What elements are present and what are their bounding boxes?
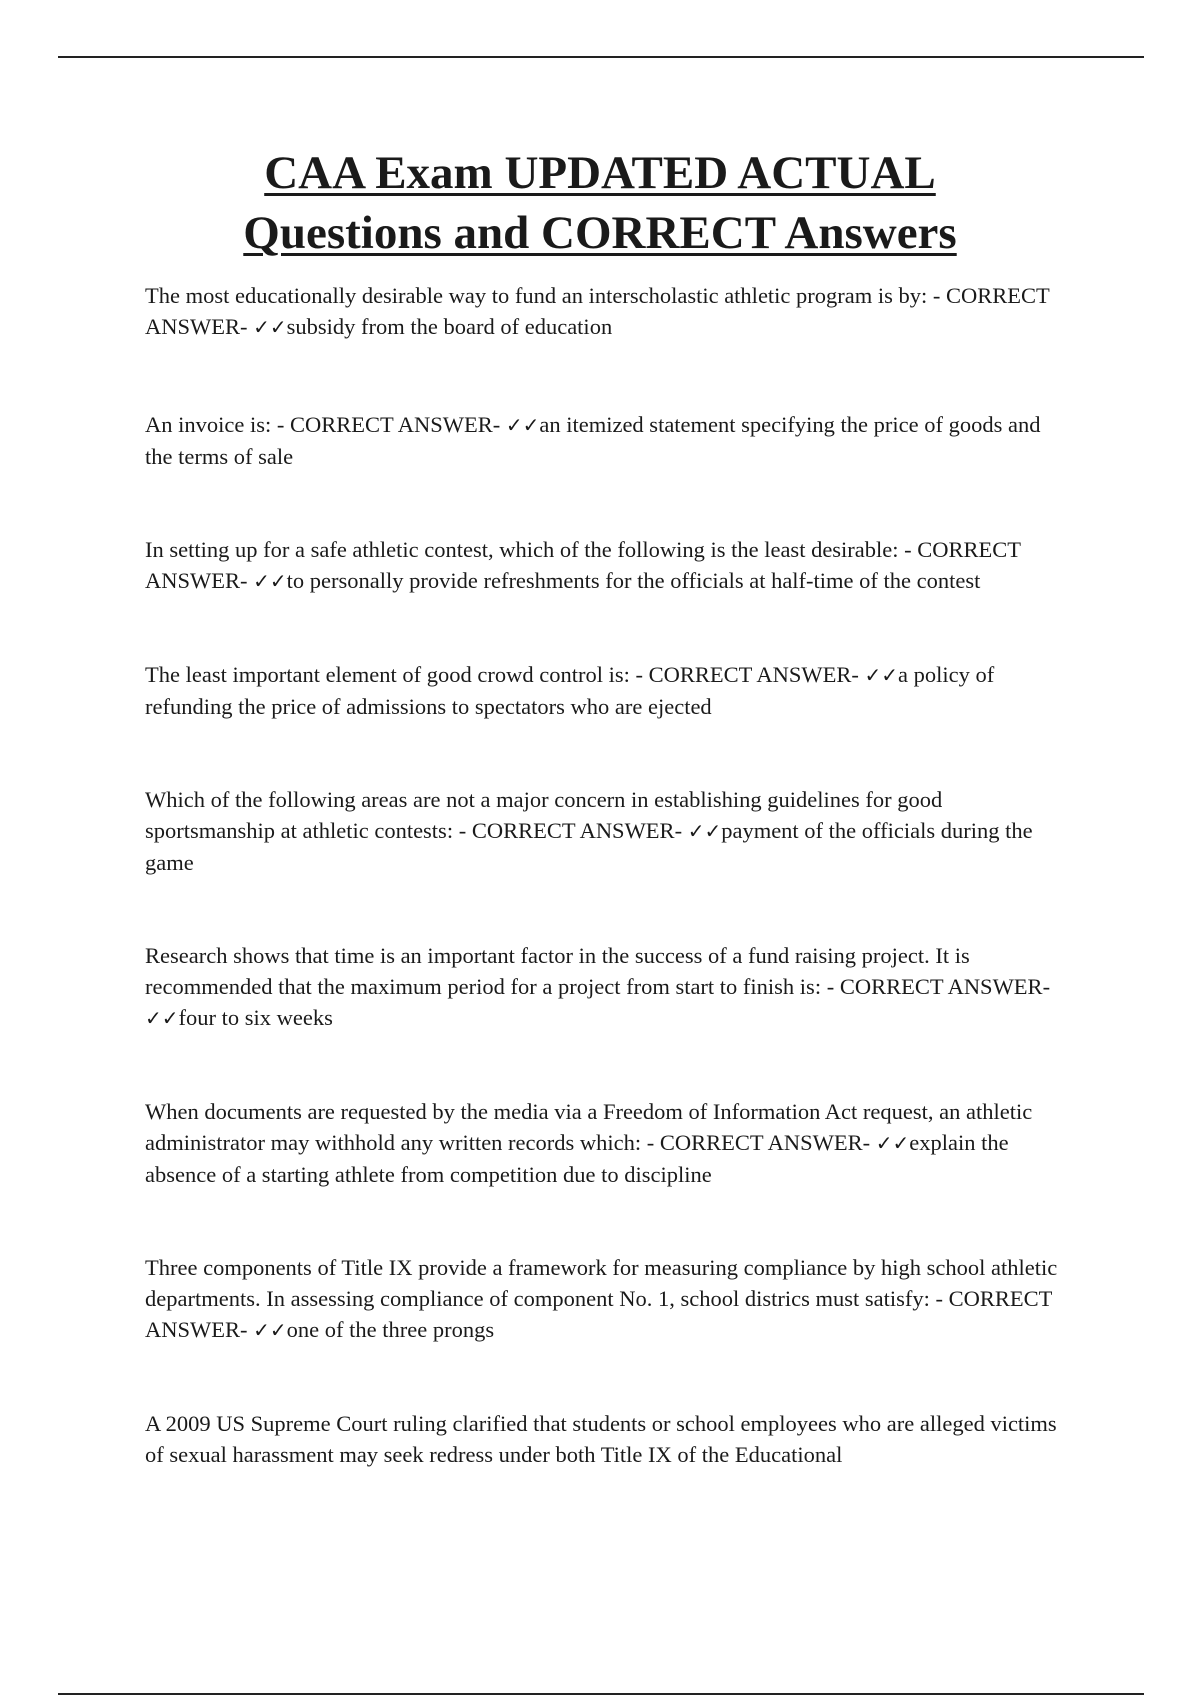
top-rule	[58, 56, 1144, 58]
question-text: An invoice is:	[145, 412, 272, 437]
document-title	[100, 143, 1100, 263]
check-mark-icon: ✓✓	[875, 1131, 910, 1155]
check-mark-icon: ✓✓	[253, 1318, 287, 1342]
check-mark-icon: ✓✓	[505, 413, 540, 437]
question-text: In setting up for a safe athletic contest, which of the following is the least desirable:	[145, 537, 899, 562]
qa-item	[145, 784, 1065, 878]
answer-text: explain the absence of a starting athlete from competition due to discipline	[145, 1130, 1009, 1187]
check-mark-icon: ✓✓	[253, 315, 287, 339]
trailing-question-text: A 2009 US Supreme Court ruling clarified that students or school employees who are alleged victims of sexual harassment may seek redress under both Title IX of the Educational	[145, 1411, 1057, 1467]
title-line-2: Questions and CORRECT Answers	[243, 207, 957, 259]
answer-text: four to six weeks	[178, 1005, 333, 1030]
answer-text: one of the three prongs	[286, 1317, 495, 1342]
check-mark-icon: ✓✓	[687, 819, 722, 843]
answer-separator: - CORRECT ANSWER-	[271, 412, 506, 437]
qa-item	[145, 409, 1065, 472]
answer-text: to personally provide refreshments for the officials at half-time of the contest	[286, 568, 981, 593]
answer-separator: - CORRECT ANSWER-	[629, 662, 865, 687]
qa-item	[145, 534, 1065, 597]
title-line-1: CAA Exam UPDATED ACTUAL	[264, 147, 936, 199]
answer-separator: - CORRECT ANSWER-	[641, 1130, 876, 1155]
trailing-paragraph	[145, 1408, 1065, 1470]
answer-separator: - CORRECT ANSWER-	[145, 537, 1026, 593]
check-mark-icon: ✓✓	[145, 1006, 179, 1030]
question-text: Research shows that time is an important factor in the success of a fund raising project. It is recommended that the maximum period for a project from start to finish is:	[145, 943, 970, 999]
question-text: The most educationally desirable way to fund an interscholastic athletic program is by:	[145, 283, 928, 308]
question-text: Which of the following areas are not a major concern in establishing guidelines for good sportsmanship at athletic contests:	[145, 787, 943, 843]
qa-list	[145, 280, 1065, 1532]
bottom-rule	[58, 1693, 1144, 1695]
answer-text: an itemized statement specifying the price of goods and the terms of sale	[145, 412, 1041, 469]
answer-separator: - CORRECT ANSWER-	[821, 974, 1056, 999]
answer-text: subsidy from the board of education	[286, 314, 613, 339]
answer-separator: - CORRECT ANSWER-	[145, 1286, 1057, 1342]
check-mark-icon: ✓✓	[864, 663, 898, 687]
qa-item	[145, 659, 1065, 722]
question-text: When documents are requested by the media via a Freedom of Information Act request, an athletic administrator may withhold any written records which:	[145, 1099, 1033, 1155]
answer-text: a policy of refunding the price of admissions to spectators who are ejected	[145, 662, 995, 719]
answer-separator: - CORRECT ANSWER-	[145, 283, 1054, 339]
question-text: Three components of Title IX provide a framework for measuring compliance by high school athletic departments. In assessing compliance of component No. 1, school districs must satisfy:	[145, 1255, 1058, 1311]
qa-item	[145, 280, 1065, 343]
answer-separator: - CORRECT ANSWER-	[453, 818, 688, 843]
qa-item	[145, 1252, 1065, 1346]
check-mark-icon: ✓✓	[253, 569, 287, 593]
question-text: The least important element of good crowd control is:	[145, 662, 630, 687]
qa-item	[145, 940, 1065, 1034]
qa-item	[145, 1096, 1065, 1190]
answer-text: payment of the officials during the game	[145, 818, 1033, 875]
